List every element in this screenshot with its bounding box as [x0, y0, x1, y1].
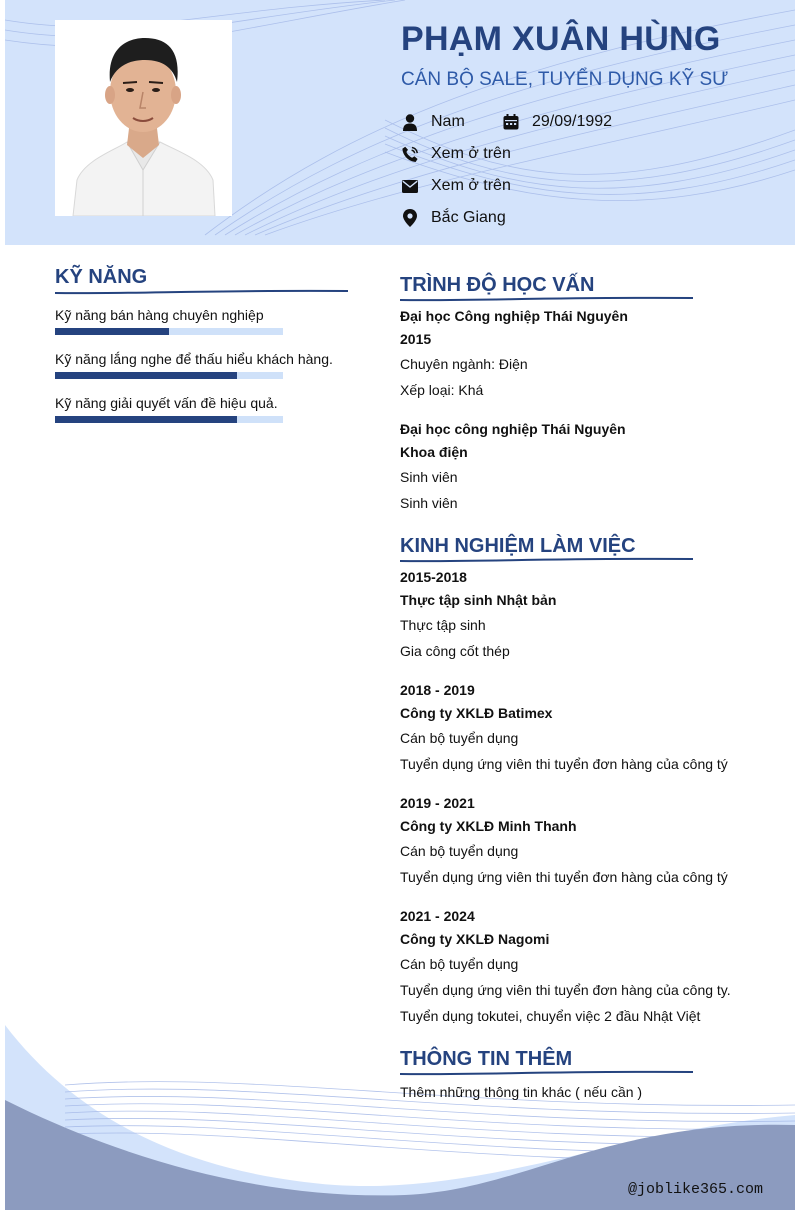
- education-title-underline: [400, 294, 695, 304]
- gender-row: [401, 113, 465, 131]
- experience-description: Tuyển dụng ứng viên thi tuyển đơn hàng của công ty.: [400, 982, 731, 998]
- skill-level-bar: [55, 328, 283, 335]
- additional-info-title-underline: [400, 1068, 695, 1078]
- experience-company: Công ty XKLĐ Nagomi: [400, 931, 550, 947]
- user-icon: [401, 113, 419, 131]
- skill-label: Kỹ năng giải quyết vấn đề hiệu quả.: [55, 395, 278, 411]
- additional-info-text: Thêm những thông tin khác ( nếu cần ): [400, 1084, 643, 1100]
- candidate-name: PHẠM XUÂN HÙNG: [401, 20, 721, 58]
- gender-value: Nam: [431, 113, 465, 130]
- skill-label: Kỹ năng bán hàng chuyên nghiệp: [55, 307, 264, 323]
- additional-info-title: THÔNG TIN THÊM: [400, 1048, 573, 1070]
- experience-position: Cán bộ tuyển dụng: [400, 730, 519, 746]
- cv-page: [5, 0, 795, 1210]
- education-detail: Sinh viên: [400, 469, 458, 485]
- education-title: TRÌNH ĐỘ HỌC VẤN: [400, 274, 595, 296]
- education-school: Đại học công nghiệp Thái Nguyên: [400, 421, 626, 437]
- calendar-icon: [502, 113, 520, 131]
- experience-period: 2015-2018: [400, 569, 467, 585]
- profile-photo: [55, 20, 232, 216]
- experience-description: Gia công cốt thép: [400, 643, 510, 659]
- email-row: [401, 177, 511, 195]
- experience-period: 2021 - 2024: [400, 908, 475, 924]
- education-faculty: Khoa điện: [400, 444, 468, 460]
- skill-label: Kỹ năng lắng nghe để thấu hiểu khách hàng.: [55, 351, 333, 367]
- experience-description: Tuyển dụng ứng viên thi tuyển đơn hàng của công tý: [400, 869, 728, 885]
- footer-wave-decoration: [5, 1010, 795, 1210]
- education-school: Đại học Công nghiệp Thái Nguyên: [400, 308, 628, 324]
- address-value: Bắc Giang: [431, 209, 506, 226]
- skill-level-bar: [55, 372, 283, 379]
- skills-title: KỸ NĂNG: [55, 266, 148, 288]
- skill-level-bar: [55, 416, 283, 423]
- education-year: 2015: [400, 331, 432, 347]
- experience-title: KINH NGHIỆM LÀM VIỆC: [400, 535, 636, 557]
- skill-level-fill: [55, 372, 237, 379]
- phone-row: [401, 145, 511, 163]
- birthday-value: 29/09/1992: [532, 113, 613, 130]
- site-watermark: @joblike365.com: [628, 1181, 764, 1198]
- skill-level-fill: [55, 416, 237, 423]
- experience-title-underline: [400, 555, 695, 565]
- envelope-icon: [401, 177, 419, 195]
- skill-level-fill: [55, 328, 169, 335]
- person-portrait-image: [55, 20, 232, 216]
- experience-position: Thực tập sinh: [400, 617, 486, 633]
- education-detail: Sinh viên: [400, 495, 458, 511]
- experience-position: Cán bộ tuyển dụng: [400, 956, 519, 972]
- email-value: Xem ở trên: [431, 177, 511, 194]
- experience-period: 2018 - 2019: [400, 682, 475, 698]
- address-row: [401, 209, 506, 227]
- skills-title-underline: [55, 287, 350, 297]
- birthday-row: [502, 113, 612, 131]
- experience-period: 2019 - 2021: [400, 795, 475, 811]
- cv-header: [5, 0, 795, 245]
- experience-company: Thực tập sinh Nhật bản: [400, 592, 557, 608]
- education-detail: Chuyên ngành: Điện: [400, 356, 528, 372]
- experience-company: Công ty XKLĐ Minh Thanh: [400, 818, 577, 834]
- phone-icon: [401, 145, 419, 163]
- experience-company: Công ty XKLĐ Batimex: [400, 705, 553, 721]
- experience-description: Tuyển dụng ứng viên thi tuyển đơn hàng của công tý: [400, 756, 728, 772]
- experience-description: Tuyển dụng tokutei, chuyển việc 2 đầu Nhật Việt: [400, 1008, 701, 1024]
- experience-position: Cán bộ tuyển dụng: [400, 843, 519, 859]
- education-detail: Xếp loại: Khá: [400, 382, 484, 398]
- location-pin-icon: [401, 209, 419, 227]
- phone-value: Xem ở trên: [431, 145, 511, 162]
- candidate-role: CÁN BỘ SALE, TUYỂN DỤNG KỸ SƯ: [401, 69, 729, 90]
